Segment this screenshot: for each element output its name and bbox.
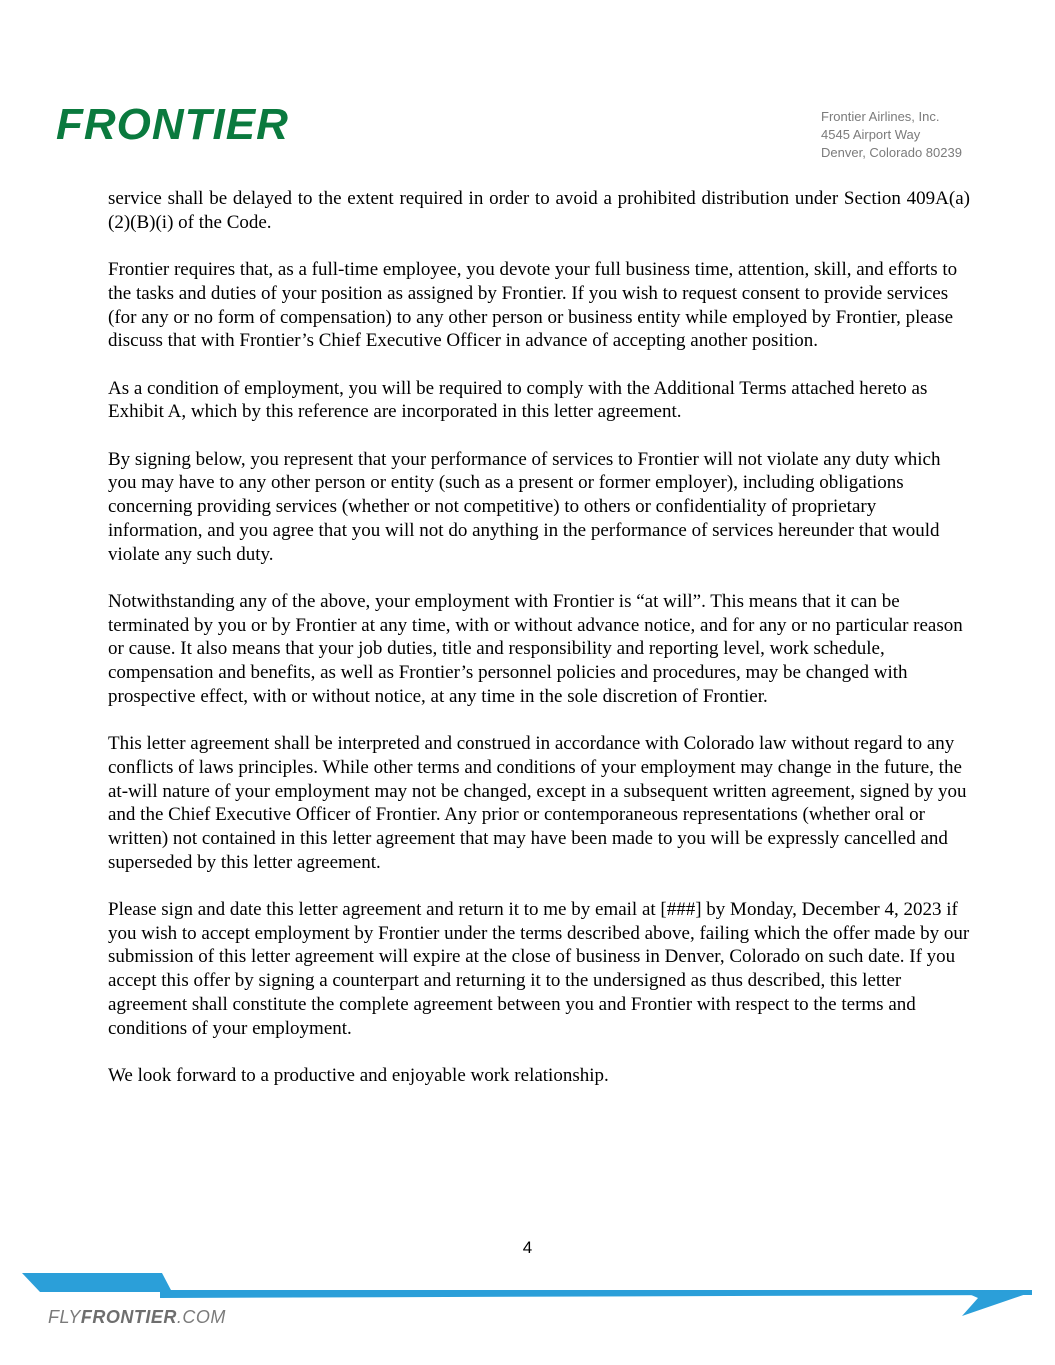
- paragraph-exhibit-a: As a condition of employment, you will be required to comply with the Additional Terms attached hereto as Exhibit A, which by this reference are incorporated in this letter agreement.: [108, 377, 928, 423]
- address-line-company: Frontier Airlines, Inc.: [821, 109, 940, 124]
- footer-swoosh-tail: [960, 1290, 1032, 1316]
- paragraph-closing: We look forward to a productive and enjoyable work relationship.: [108, 1064, 609, 1086]
- page-number: 4: [522, 1238, 533, 1257]
- company-address: [821, 108, 962, 162]
- paragraph-representation: By signing below, you represent that your performance of services to Frontier will not violate any duty which you may have to any other person or entity (such as a present or former employer), including obligations concerning providing services (whether or not competitive) to others or confidentiality of proprietary information, and you agree that you will not do anything in the performance of services hereunder that would violate any such duty.: [108, 448, 941, 565]
- paragraph-governing-law: This letter agreement shall be interpreted and construed in accordance with Colorado law without regard to any conflicts of laws principles. While other terms and conditions of your employment may change in the future, the at-will nature of your employment may not be changed, except in a subsequent written agreement, signed by you and the Chief Executive Officer of Frontier. Any prior or contemporaneous representations (whether oral or written) not contained in this letter agreement that may have been made to you will be expressly cancelled and superseded by this letter agreement.: [108, 733, 967, 873]
- paragraph-code-section: service shall be delayed to the extent required in order to avoid a prohibited distribution under Section 409A(a)(2)(B)(i) of the Code.: [108, 188, 970, 233]
- paragraph-at-will: Notwithstanding any of the above, your employment with Frontier is “at will”. This means that it can be terminated by you or by Frontier at any time, with or without advance notice, and for any or no particular reason or cause. It also means that your job duties, title and responsibility and reporting level, work schedule, compensation and benefits, as well as Frontier’s personnel policies and procedures, may be changed with prospective effect, with or without notice, at any time in the sole discretion of Frontier.: [108, 590, 963, 707]
- footer-url-suffix: .COM: [176, 1307, 226, 1327]
- address-line-city: Denver, Colorado 80239: [821, 145, 962, 160]
- footer-swoosh-left-block: [22, 1273, 172, 1292]
- paragraph-sign-and-return: Please sign and date this letter agreement and return it to me by email at [###] by Monday, December 4, 2023 if you wish to accept employment by Frontier under the terms described above, failing which the offer made by our submission of this letter agreement will expire at the close of business in Denver, Colorado on such date. If you accept this offer by signing a counterpart and returning it to the undersigned as thus described, this letter agreement shall constitute the complete agreement between you and Frontier with respect to the terms and conditions of your employment.: [108, 899, 970, 1039]
- address-line-street: 4545 Airport Way: [821, 127, 921, 142]
- letter-body: [108, 187, 970, 1111]
- footer-url-prefix: FLY: [48, 1307, 81, 1327]
- footer-url-brand: FRONTIER: [80, 1307, 177, 1327]
- frontier-logo: FRONTIER: [56, 100, 289, 149]
- footer-website: [48, 1307, 226, 1328]
- footer-swoosh-line: [160, 1290, 1032, 1298]
- paragraph-full-time: Frontier requires that, as a full-time employee, you devote your full business time, attention, skill, and efforts to the tasks and duties of your position as assigned by Frontier. If you wish to request consent to provide services (for any or no form of compensation) to any other person or business entity while employed by Frontier, please discuss that with Frontier’s Chief Executive Officer in advance of accepting another position.: [108, 259, 958, 352]
